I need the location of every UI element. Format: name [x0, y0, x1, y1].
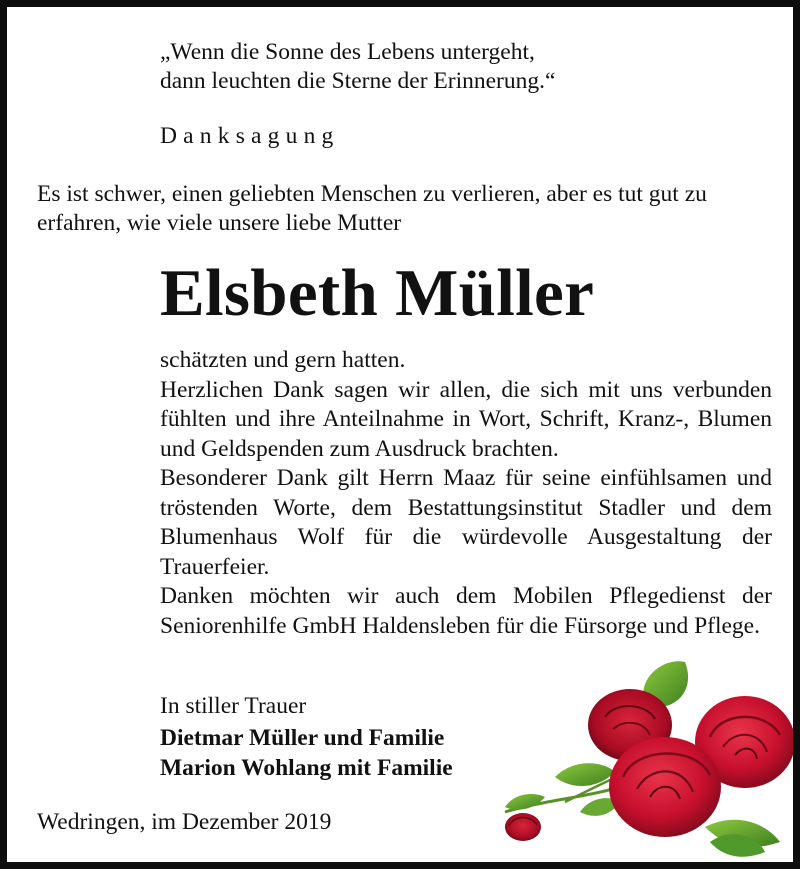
deceased-name: Elsbeth Müller [160, 256, 595, 330]
intro-line-2: erfahren, wie viele unsere liebe Mutter [37, 210, 402, 236]
intro-line-1: Es ist schwer, einen geliebten Menschen zu verlieren, aber es tut gut zu [37, 181, 707, 207]
thanks-body [160, 346, 772, 641]
body-paragraph-4: Danken möchten wir auch dem Mobilen Pflegedienst der Seniorenhilfe GmbH Haldensleben für die Fürsorge und Pflege. [160, 583, 772, 639]
quote-line-2: dann leuchten die Sterne der Erinnerung.“ [160, 68, 556, 94]
mourning-intro: In stiller Trauer [160, 693, 307, 719]
place-and-date: Wedringen, im Dezember 2019 [37, 809, 332, 835]
body-paragraph-2: Herzlichen Dank sagen wir allen, die sich mit uns verbunden fühlten und ihre Anteilnahme in Wort, Schrift, Kranz-, Blumen und Geldspenden zum Ausdruck brachten. [160, 376, 772, 462]
quote-line-1: „Wenn die Sonne des Lebens untergeht, [160, 39, 535, 65]
body-paragraph-1: schätzten und gern hatten. [160, 347, 406, 373]
mourner-family-2: Marion Wohlang mit Familie [160, 755, 453, 781]
notice-heading: Danksagung [160, 123, 340, 149]
mourner-family-1: Dietmar Müller und Familie [160, 725, 445, 751]
body-paragraph-3: Besonderer Dank gilt Herrn Maaz für seine einfühlsamen und tröstenden Worte, dem Bestattungsinstitut Stadler und dem Blumenhaus Wolf für die würdevolle Ausgestaltung der Trauerfeier. [160, 465, 772, 580]
roses-illustration [495, 647, 800, 869]
